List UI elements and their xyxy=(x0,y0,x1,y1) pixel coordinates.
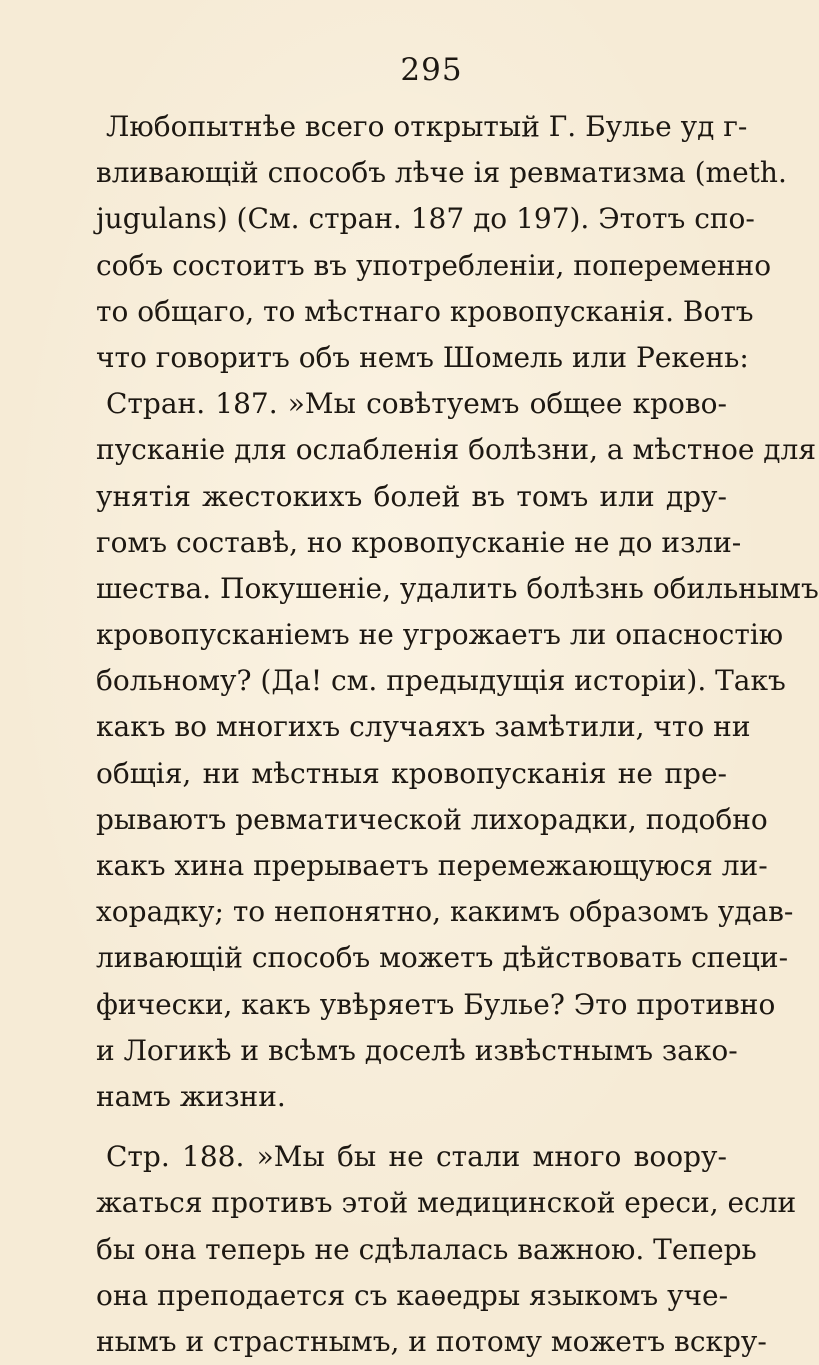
text-line: ливающій способъ можетъ дѣйствовать специ- xyxy=(96,941,789,975)
text-line: Стран. 187. »Мы совѣтуемъ общее крово- xyxy=(106,387,727,421)
text-line: то общаго, то мѣстнаго кровопусканія. Вотъ xyxy=(96,294,754,328)
text-line: фически, какъ увѣряетъ Булье? Это противно xyxy=(96,987,776,1021)
text-line: унятія жестокихъ болей въ томъ или дру- xyxy=(96,479,727,513)
paragraph-3 xyxy=(96,1134,797,1365)
text-line: она преподается съ каѳедры языкомъ уче- xyxy=(96,1278,729,1312)
text-line: что говоритъ объ немъ Шомель или Рекень: xyxy=(96,340,749,374)
page-number: 295 xyxy=(400,52,463,88)
text-line: нымъ и страстнымъ, и потому можетъ вскру- xyxy=(96,1324,767,1358)
text-line: какъ во многихъ случаяхъ замѣтили, что ни xyxy=(96,710,751,744)
text-line: Любопытнѣе всего открытый Г. Булье уд г- xyxy=(106,110,748,143)
text-line: шества. Покушеніе, удалить болѣзнь обильнымъ xyxy=(96,571,819,605)
paragraph-2 xyxy=(96,381,819,1120)
text-line: жаться противъ этой медицинской ереси, если xyxy=(96,1186,797,1220)
text-line: и Логикѣ и всѣмъ доселѣ извѣстнымъ зако- xyxy=(96,1033,738,1067)
text-line: кровопусканіемъ не угрожаетъ ли опасностію xyxy=(96,618,784,652)
text-line: собъ состоитъ въ употребленіи, попеременно xyxy=(96,248,772,282)
text-line: гомъ составѣ, но кровопусканіе не до изли- xyxy=(96,525,742,559)
text-line: пусканіе для ослабленія болѣзни, а мѣстное для xyxy=(96,433,817,467)
text-line: jugulans) (См. стран. 187 до 197). Этотъ спо- xyxy=(96,202,755,236)
text-line: хорадку; то непонятно, какимъ образомъ удав- xyxy=(96,895,794,929)
text-line: больному? (Да! см. предыдущія исторіи). Такъ xyxy=(96,664,786,698)
text-line: намъ жизни. xyxy=(96,1079,286,1113)
paragraph-gap xyxy=(96,1120,727,1134)
text-line: рываютъ ревматической лихорадки, подобно xyxy=(96,802,768,836)
text-line: какъ хина прерываетъ перемежающуюся ли- xyxy=(96,849,768,882)
paragraph-1 xyxy=(96,104,787,381)
text-line: бы она теперь не сдѣлалась важною. Теперь xyxy=(96,1232,757,1266)
text-line: Стр. 188. »Мы бы не стали много воору- xyxy=(106,1140,727,1174)
text-line: вливающій способъ лѣче ія ревматизма (meth. xyxy=(96,156,787,190)
text-line: общія, ни мѣстныя кровопусканія не пре- xyxy=(96,756,727,790)
